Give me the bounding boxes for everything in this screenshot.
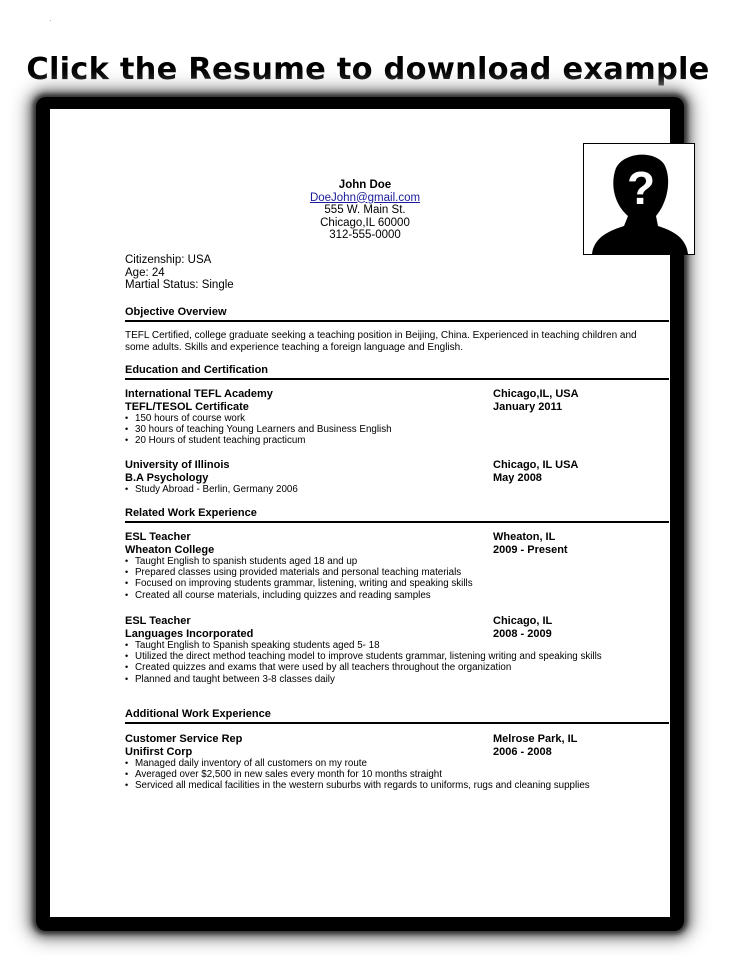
candidate-name: John Doe — [338, 179, 392, 191]
entry-org: International TEFL Academy — [125, 388, 273, 400]
work-entry — [125, 733, 669, 792]
education-entry — [125, 459, 669, 495]
objective-text: TEFL Certified, college graduate seeking a teaching position in Beijing, China. Experienced in teaching children and some adults. Skills and experience teaching a foreign language and English. — [125, 330, 637, 353]
entry-date: May 2008 — [493, 471, 542, 484]
bullet-item: • Serviced all medical facilities in the western suburbs with regards to uniforms, rugs and cleaning supplies — [125, 780, 595, 791]
citizenship: Citizenship: USA — [125, 254, 212, 266]
related-work-title: Related Work Experience — [125, 507, 669, 523]
entry-role: Wheaton College — [125, 543, 215, 556]
bullet-item: • Managed daily inventory of all customers on my route — [125, 758, 595, 769]
education-title: Education and Certification — [125, 364, 669, 380]
entry-org: ESL Teacher — [125, 531, 191, 543]
stray-dot: · — [49, 16, 52, 25]
additional-work-title: Additional Work Experience — [125, 708, 669, 724]
entry-org: Customer Service Rep — [125, 733, 243, 745]
entry-location: Melrose Park, IL — [493, 733, 578, 745]
bullet-item: • Taught English to Spanish speaking students aged 5- 18 — [125, 640, 605, 651]
education-entry — [125, 388, 669, 447]
age: Age: 24 — [125, 266, 165, 279]
bullet-item: • 150 hours of course work — [125, 413, 669, 424]
bullet-item: • Created all course materials, including quizzes and reading samples — [125, 590, 669, 601]
contact-header — [125, 179, 605, 242]
entry-location: Wheaton, IL — [493, 531, 556, 543]
entry-role: B.A Psychology — [125, 471, 209, 484]
entry-date: 2008 - 2009 — [493, 627, 552, 640]
bullet-item: • Study Abroad - Berlin, Germany 2006 — [125, 484, 669, 495]
objective-title: Objective Overview — [125, 306, 669, 322]
entry-location: Chicago, IL USA — [493, 459, 579, 471]
bullet-item: • Utilized the direct method teaching model to improve students grammar, listening writing and speaking skills — [125, 651, 605, 662]
entry-date: 2006 - 2008 — [493, 745, 552, 758]
bullet-item: • 30 hours of teaching Young Learners and Business English — [125, 424, 669, 435]
entry-org: University of Illinois — [125, 459, 230, 471]
entry-date: 2009 - Present — [493, 543, 568, 556]
bullet-item: • 20 Hours of student teaching practicum — [125, 435, 669, 446]
city-address: Chicago,IL 60000 — [320, 216, 410, 229]
entry-role: Unifirst Corp — [125, 745, 193, 758]
personal-info — [125, 254, 234, 292]
work-entry — [125, 531, 669, 601]
bullet-item: • Planned and taught between 3-8 classes daily — [125, 674, 605, 685]
bullet-item: • Taught English to spanish students aged 18 and up — [125, 556, 669, 567]
entry-date: January 2011 — [493, 400, 563, 413]
svg-text:?: ? — [626, 162, 656, 214]
bullet-item: • Focused on improving students grammar, listening, writing and speaking skills — [125, 578, 669, 589]
resume-page[interactable] — [50, 109, 670, 917]
bullet-item: • Created quizzes and exams that were used by all teachers throughout the organization — [125, 662, 605, 673]
bullet-item: • Averaged over $2,500 in new sales every month for 10 months straight — [125, 769, 595, 780]
street-address: 555 W. Main St. — [324, 204, 406, 216]
entry-location: Chicago, IL — [493, 615, 553, 627]
download-banner[interactable]: Click the Resume to download example — [26, 52, 710, 87]
bullet-item: • Prepared classes using provided materials and personal teaching materials — [125, 567, 669, 578]
entry-location: Chicago,IL, USA — [493, 388, 579, 400]
entry-org: ESL Teacher — [125, 615, 191, 627]
phone-number: 312-555-0000 — [329, 229, 401, 241]
entry-role: Languages Incorporated — [125, 627, 254, 640]
work-entry — [125, 615, 669, 685]
marital-status: Martial Status: Single — [125, 279, 234, 292]
email-link[interactable]: DoeJohn@gmail.com — [309, 191, 421, 204]
entry-role: TEFL/TESOL Certificate — [125, 400, 249, 413]
